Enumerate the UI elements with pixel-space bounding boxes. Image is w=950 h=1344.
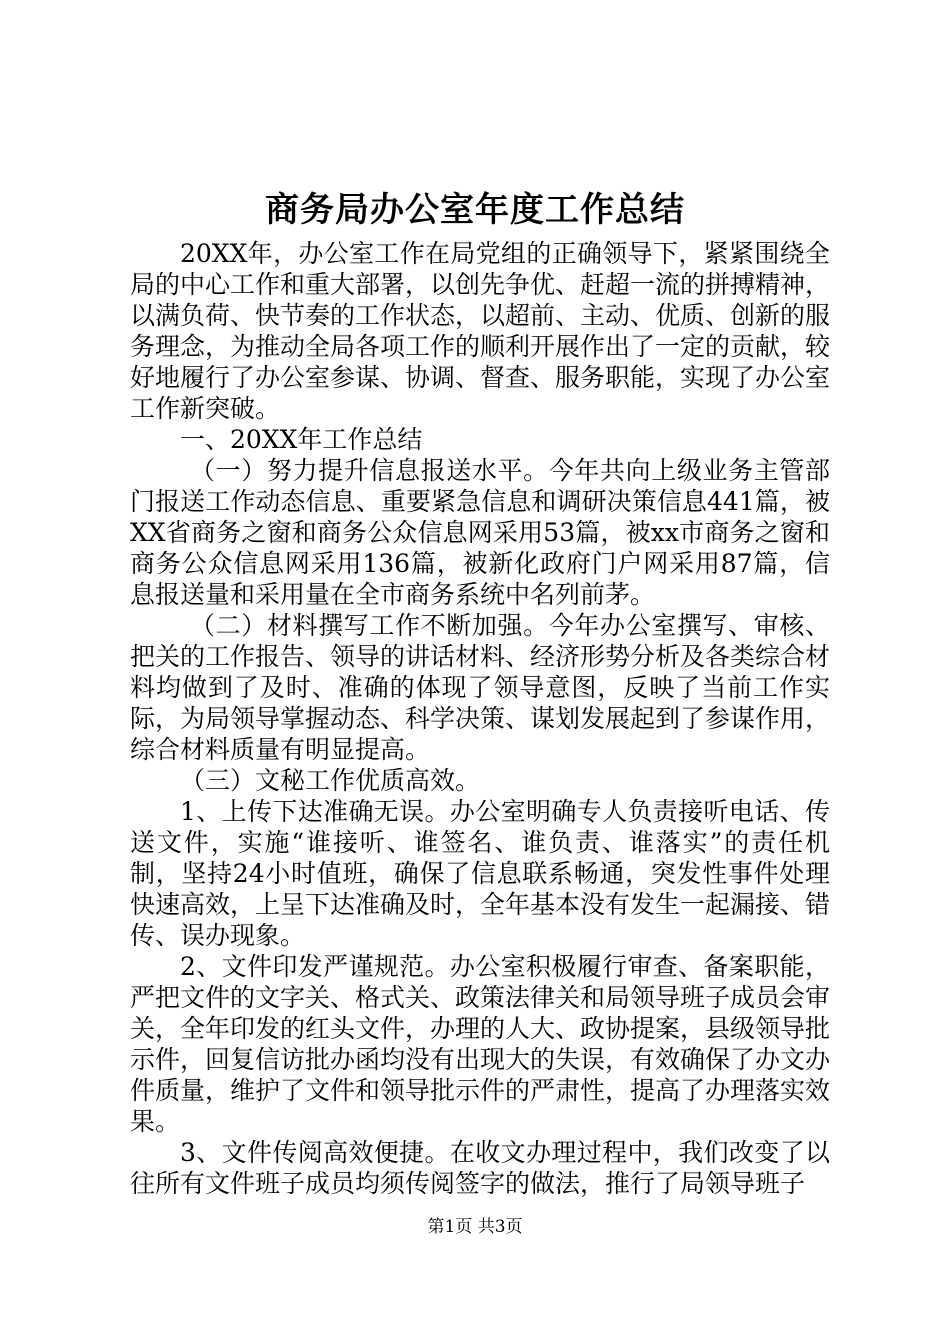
section-heading: 一、20XX年工作总结 (180, 425, 423, 454)
page-number: 第1页 共3页 (427, 1217, 523, 1237)
subsection-heading: （三）文秘工作优质高效。 (180, 766, 481, 795)
document-title: 商务局办公室年度工作总结 (265, 190, 685, 230)
paragraph-document-issuing: 2、文件印发严谨规范。办公室积极履行审查、备案职能，严把文件的文字关、格式关、政策法律关和局领导班子成员会审关，全年印发的红头文件，办理的人大、政协提案，县级领导批示件，回复信访批办函均没有出现大的失误，有效确保了办文办件质量，维护了文件和领导批示件的严肃性，提高了办理落实效果。 (130, 952, 831, 1136)
paragraph-document-circulation: 3、文件传阅高效便捷。在收文办理过程中，我们改变了以往所有文件班子成员均须传阅签字的做法，推行了局领导班子 (130, 1138, 830, 1198)
paragraph-info-reporting: （一）努力提升信息报送水平。今年共向上级业务主管部门报送工作动态信息、重要紧急信息和调研决策信息441篇，被XX省商务之窗和商务公众信息网采用53篇，被xx市商务之窗和商务公众信息网采用136篇，被新化政府门户网采用87篇，信息报送量和采用量在全市商务系统中名列前茅。 (130, 456, 830, 609)
paragraph-communication: 1、上传下达准确无误。办公室明确专人负责接听电话、传送文件，实施“谁接听、谁签名、谁负责、谁落实”的责任机制，坚持24小时值班，确保了信息联系畅通，突发性事件处理快速高效，上呈下达准确及时，全年基本没有发生一起漏接、错传、误办现象。 (130, 797, 831, 950)
document-body (130, 238, 830, 1199)
paragraph-material-writing: （二）材料撰写工作不断加强。今年办公室撰写、审核、把关的工作报告、领导的讲话材料、经济形势分析及各类综合材料均做到了及时、准确的体现了领导意图，反映了当前工作实际，为局领导掌握动态、科学决策、谋划发展起到了参谋作用，综合材料质量有明显提高。 (130, 611, 831, 764)
paragraph-intro: 20XX年，办公室工作在局党组的正确领导下，紧紧围绕全局的中心工作和重大部署，以创先争优、赶超一流的拼搏精神，以满负荷、快节奏的工作状态，以超前、主动、优质、创新的服务理念，为推动全局各项工作的顺利开展作出了一定的贡献，较好地履行了办公室参谋、协调、督查、服务职能，实现了办公室工作新突破。 (130, 239, 831, 423)
